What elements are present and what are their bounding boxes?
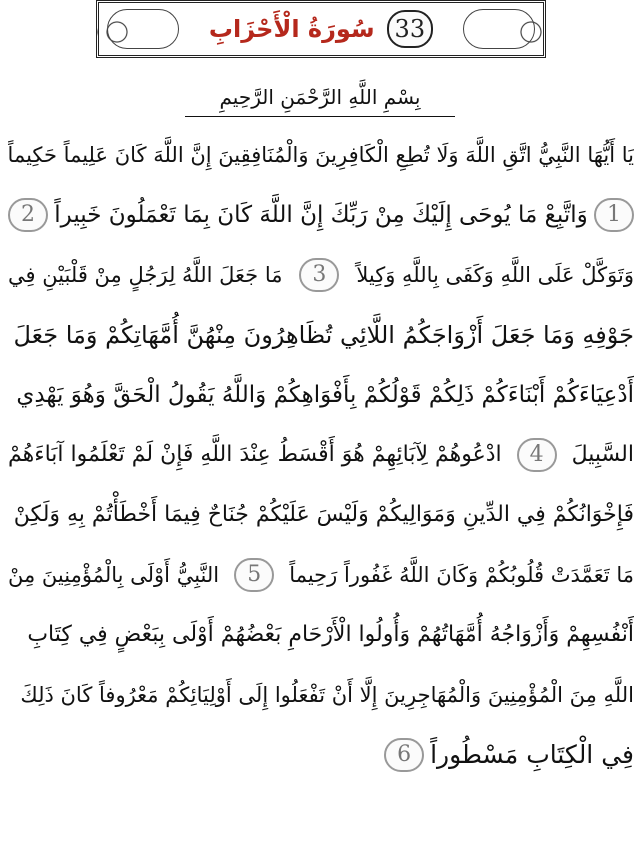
text-line-3 [8, 245, 634, 305]
text-line-7 [8, 485, 634, 545]
text-line-2 [8, 185, 634, 245]
surah-header [96, 0, 546, 58]
line-text: وَاتَّبِعْ مَا يُوحَى إِلَيْكَ مِنْ رَبِّكَ إِنَّ اللَّهَ كَانَ بِمَا تَعْمَلُونَ خَبِيراً [54, 202, 588, 228]
line-text: النَّبِيُّ أَوْلَى بِالْمُؤْمِنِينَ مِنْ [8, 563, 220, 587]
line-text: اللَّهِ مِنَ الْمُؤْمِنِينَ وَالْمُهَاجِرِينَ إِلَّا أَنْ تَفْعَلُوا إِلَى أَوْلِيَائِكُمْ مَعْرُوفاً كَانَ ذَلِكَ [20, 683, 634, 707]
line-text: السَّبِيلَ [571, 442, 634, 467]
quran-text-body [8, 125, 634, 847]
text-line-4 [8, 305, 634, 365]
text-line-8 [8, 545, 634, 605]
text-line-6 [8, 425, 634, 485]
text-line-5 [8, 365, 634, 425]
ayah-marker-2: 2 [8, 198, 48, 232]
line-text: أَدْعِيَاءَكُمْ أَبْنَاءَكُمْ ذَلِكُمْ قَوْلُكُمْ بِأَفْوَاهِكُمْ وَاللَّهُ يَقُولُ الْحَقَّ وَهُوَ يَهْدِي [16, 382, 634, 408]
ayah-marker-6: 6 [384, 738, 424, 772]
line-text: جَوْفِهِ وَمَا جَعَلَ أَزْوَاجَكُمُ اللَّائِي تُظَاهِرُونَ مِنْهُنَّ أُمَّهَاتِكُمْ وَمَا جَعَلَ [13, 321, 634, 349]
line-text: ادْعُوهُمْ لِآبَائِهِمْ هُوَ أَقْسَطُ عِنْدَ اللَّهِ فَإِنْ لَمْ تَعْلَمُوا آبَاءَهُمْ [8, 442, 502, 467]
line-text: وَتَوَكَّلْ عَلَى اللَّهِ وَكَفَى بِاللَّهِ وَكِيلاً [356, 263, 634, 287]
text-line-1 [8, 125, 634, 185]
line-text: يَا أَيُّهَا النَّبِيُّ اتَّقِ اللَّهَ وَلَا تُطِعِ الْكَافِرِينَ وَالْمُنَافِقِينَ إِنَّ اللَّهَ كَانَ عَلِيماً حَكِيماً [8, 143, 634, 167]
surah-name: سُورَةُ الْأَحْزَابِ [208, 15, 375, 43]
text-line-10 [8, 665, 634, 725]
ayah-marker-3: 3 [299, 258, 339, 292]
text-line-9 [8, 605, 634, 665]
basmala: بِسْمِ اللَّهِ الرَّحْمَنِ الرَّحِيمِ [185, 80, 455, 117]
line-text: فِي الْكِتَابِ مَسْطُوراً [430, 740, 634, 769]
line-text: فَإِخْوَانُكُمْ فِي الدِّينِ وَمَوَالِيكُمْ وَلَيْسَ عَلَيْكُمْ جُنَاحٌ فِيمَا أَخْطَأْتُمْ بِهِ وَلَكِنْ [13, 502, 634, 527]
line-text: أَنْفُسِهِمْ وَأَزْوَاجُهُ أُمَّهَاتُهُمْ وَأُولُوا الْأَرْحَامِ بَعْضُهُمْ أَوْلَى بِبَعْضٍ فِي كِتَابِ [27, 622, 634, 647]
ayah-marker-5: 5 [234, 558, 274, 592]
surah-title-cartouche [209, 10, 433, 48]
surah-number-marker: 33 [387, 10, 434, 48]
line-text: مَا جَعَلَ اللَّهُ لِرَجُلٍ مِنْ قَلْبَيْنِ فِي [8, 263, 283, 287]
text-line-11 [8, 725, 634, 785]
ayah-marker-1: 1 [594, 198, 634, 232]
ayah-marker-4: 4 [517, 438, 557, 472]
line-text: مَا تَعَمَّدَتْ قُلُوبُكُمْ وَكَانَ اللَّهُ غَفُوراً رَحِيماً [289, 563, 634, 587]
